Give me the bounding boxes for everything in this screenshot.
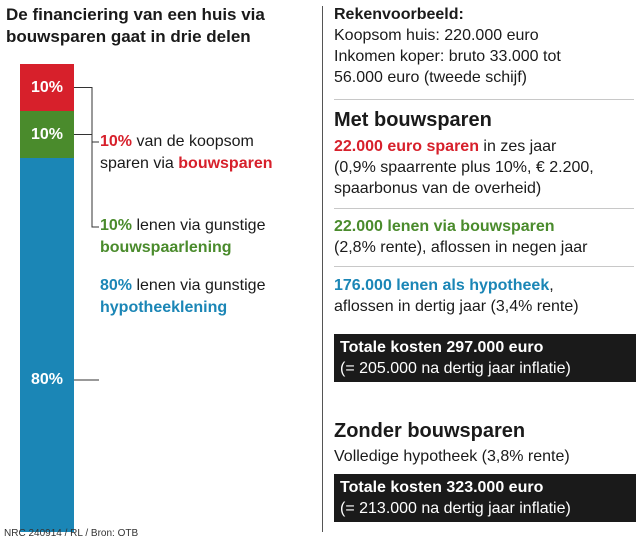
- without-total-box: [334, 474, 636, 522]
- bar-segment-label-0: 10%: [30, 78, 64, 96]
- with-mortgage-line-2: aflossen in dertig jaar (3,4% rente): [334, 298, 579, 315]
- without-line-1: Volledige hypotheek (3,8% rente): [334, 448, 570, 465]
- annotation-bouwspaarlening: [100, 215, 320, 259]
- with-total-box: [334, 334, 636, 382]
- annotation-mortgage-text: lenen via gunstige: [132, 277, 266, 294]
- with-total: Totale kosten 297.000 euro: [340, 339, 544, 356]
- source-credit: NRC 240914 / RL / Bron: OTB: [4, 528, 139, 539]
- leader-line-1: [74, 135, 99, 228]
- annotation-mortgage-pct: 80%: [100, 277, 133, 294]
- with-total-note: (= 205.000 na dertig jaar inflatie): [340, 360, 571, 377]
- example-block: [334, 4, 634, 88]
- with-heading: Met bouwsparen: [334, 109, 492, 131]
- separator: [334, 99, 634, 100]
- separator: [334, 208, 634, 209]
- example-line-2: Inkomen koper: bruto 33.000 tot: [334, 48, 561, 65]
- column-divider: [322, 6, 323, 532]
- with-loan-line-2: (2,8% rente), aflossen in negen jaar: [334, 239, 588, 256]
- with-saving-rest: in zes jaar: [478, 138, 557, 155]
- bar-segment-label-1: 10%: [30, 125, 64, 143]
- title-line-2: bouwsparen gaat in drie delen: [6, 27, 251, 46]
- annotation-savings-text: van de koopsom: [132, 133, 254, 150]
- example-heading: Rekenvoorbeeld:: [334, 6, 464, 23]
- annotation-savings-pre: sparen via: [100, 155, 179, 172]
- annotation-savings-keyword: bouwsparen: [178, 155, 273, 172]
- with-saving-bold: 22.000 euro sparen: [334, 138, 479, 155]
- without-total: Totale kosten 323.000 euro: [340, 479, 544, 496]
- annotation-hypotheek: [100, 275, 320, 319]
- with-loan-bold: 22.000 lenen via bouwsparen: [334, 218, 555, 235]
- with-saving: [334, 136, 634, 199]
- annotation-loan-text: lenen via gunstige: [132, 217, 266, 234]
- with-saving-line-3: spaarbonus van de overheid): [334, 180, 542, 197]
- annotation-savings: [100, 131, 320, 175]
- without-heading: Zonder bouwsparen: [334, 420, 526, 442]
- with-saving-line-2: (0,9% spaarrente plus 10%, € 2.200,: [334, 159, 594, 176]
- leader-line-0: [74, 88, 99, 143]
- with-mortgage-bold: 176.000 lenen als hypotheek: [334, 277, 550, 294]
- separator: [334, 266, 634, 267]
- without-total-note: (= 213.000 na dertig jaar inflatie): [340, 500, 571, 517]
- annotation-loan-pct: 10%: [100, 217, 133, 234]
- with-mortgage: [334, 275, 634, 317]
- with-loan: [334, 216, 634, 258]
- annotation-mortgage-keyword: hypotheeklening: [100, 299, 228, 316]
- example-line-3: 56.000 euro (tweede schijf): [334, 69, 527, 86]
- annotation-savings-pct: 10%: [100, 133, 133, 150]
- with-mortgage-rest: ,: [549, 277, 554, 294]
- title-line-1: De financiering van een huis via: [6, 5, 265, 24]
- bar-segment-label-2: 80%: [30, 371, 64, 388]
- annotation-loan-keyword: bouwspaarlening: [100, 239, 232, 256]
- example-line-1: Koopsom huis: 220.000 euro: [334, 27, 539, 44]
